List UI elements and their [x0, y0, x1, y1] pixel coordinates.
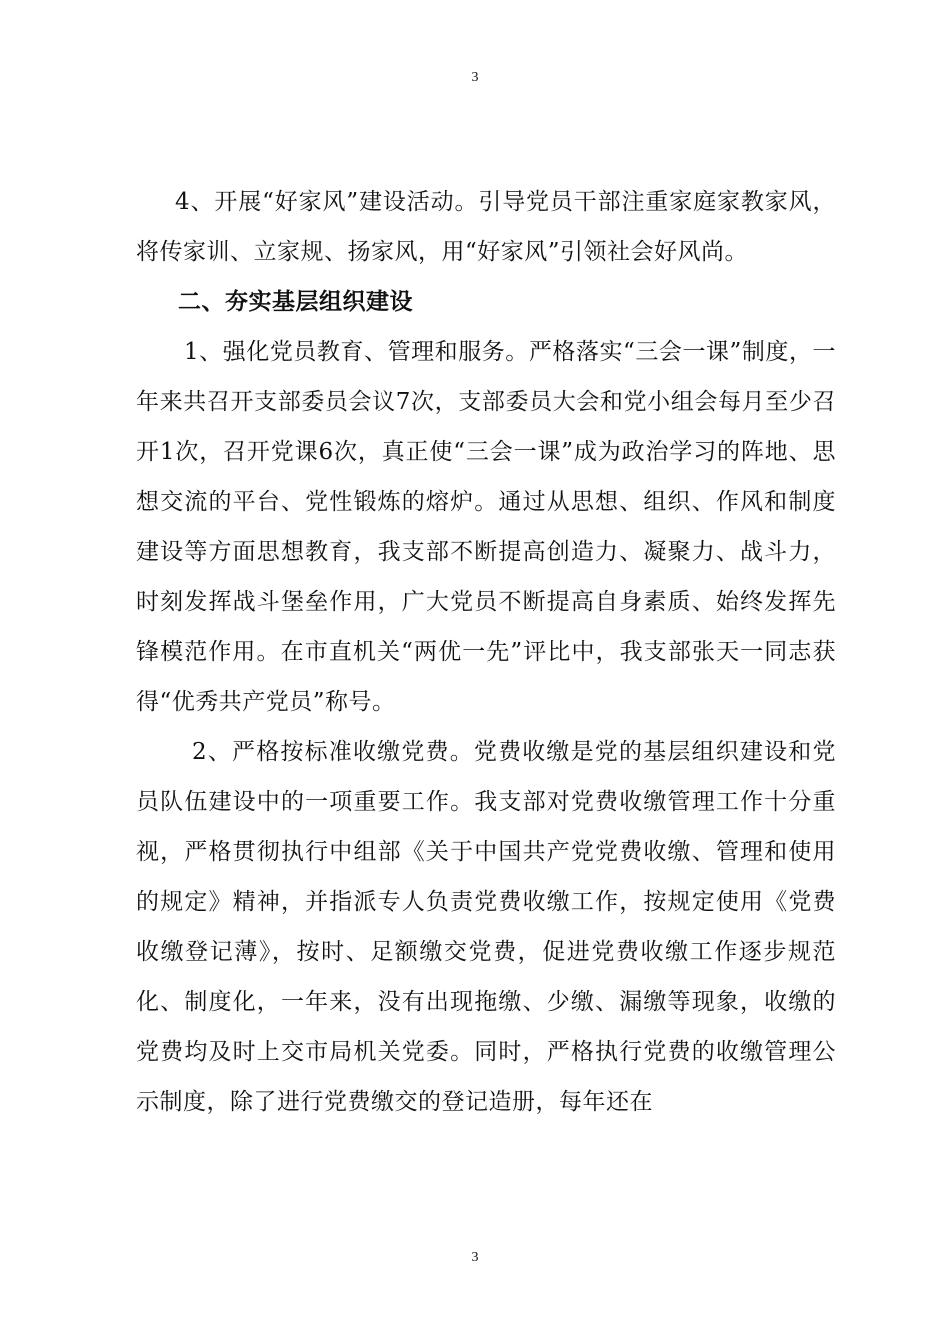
paragraph-party-dues: 2、严格按标准收缴党费。党费收缴是党的基层组织建设和党员队伍建设中的一项重要工作。我支部对党费收缴管理工作十分重视，严格贯彻执行中组部《关于中国共产党党费收缴、管理和使用的规定》精神，并指派专人负责党费收缴工作，按规定使用《党费收缴登记薄》，按时、足额缴交党费，促进党费收缴工作逐步规范化、制度化，一年来，没有出现拖缴、少缴、漏缴等现象，收缴的党费均及时上交市局机关党委。同时，严格执行党费的收缴管理公示制度，除了进行党费缴交的登记造册，每年还在 [136, 739, 836, 1115]
footer-page-number: 3 [471, 1250, 479, 1265]
paragraph-member-education: 1、强化党员教育、管理和服务。严格落实“三会一课”制度，一年来共召开支部委员会议7次，支部委员大会和党小组会每月至少召开1次，召开党课6次，真正使“三会一课”成为政治学习的阵地、思想交流的平台、党性锻炼的熔炉。通过从思想、组织、作风和制度建设等方面思想教育，我支部不断提高创造力、凝聚力、战斗力，时刻发挥战斗堡垒作用，广大党员不断提高自身素质、始终发挥先锋模范作用。在市直机关“两优一先”评比中，我支部张天一同志获得“优秀共产党员”称号。 [136, 339, 836, 715]
header-page-number: 3 [471, 70, 479, 85]
document-body [136, 177, 836, 1127]
paragraph-family-style: 4、开展“好家风”建设活动。引导党员干部注重家庭家教家风，将传家训、立家规、扬家风，用“好家风”引领社会好风尚。 [136, 189, 836, 265]
section-heading: 二、夯实基层组织建设 [178, 288, 413, 315]
